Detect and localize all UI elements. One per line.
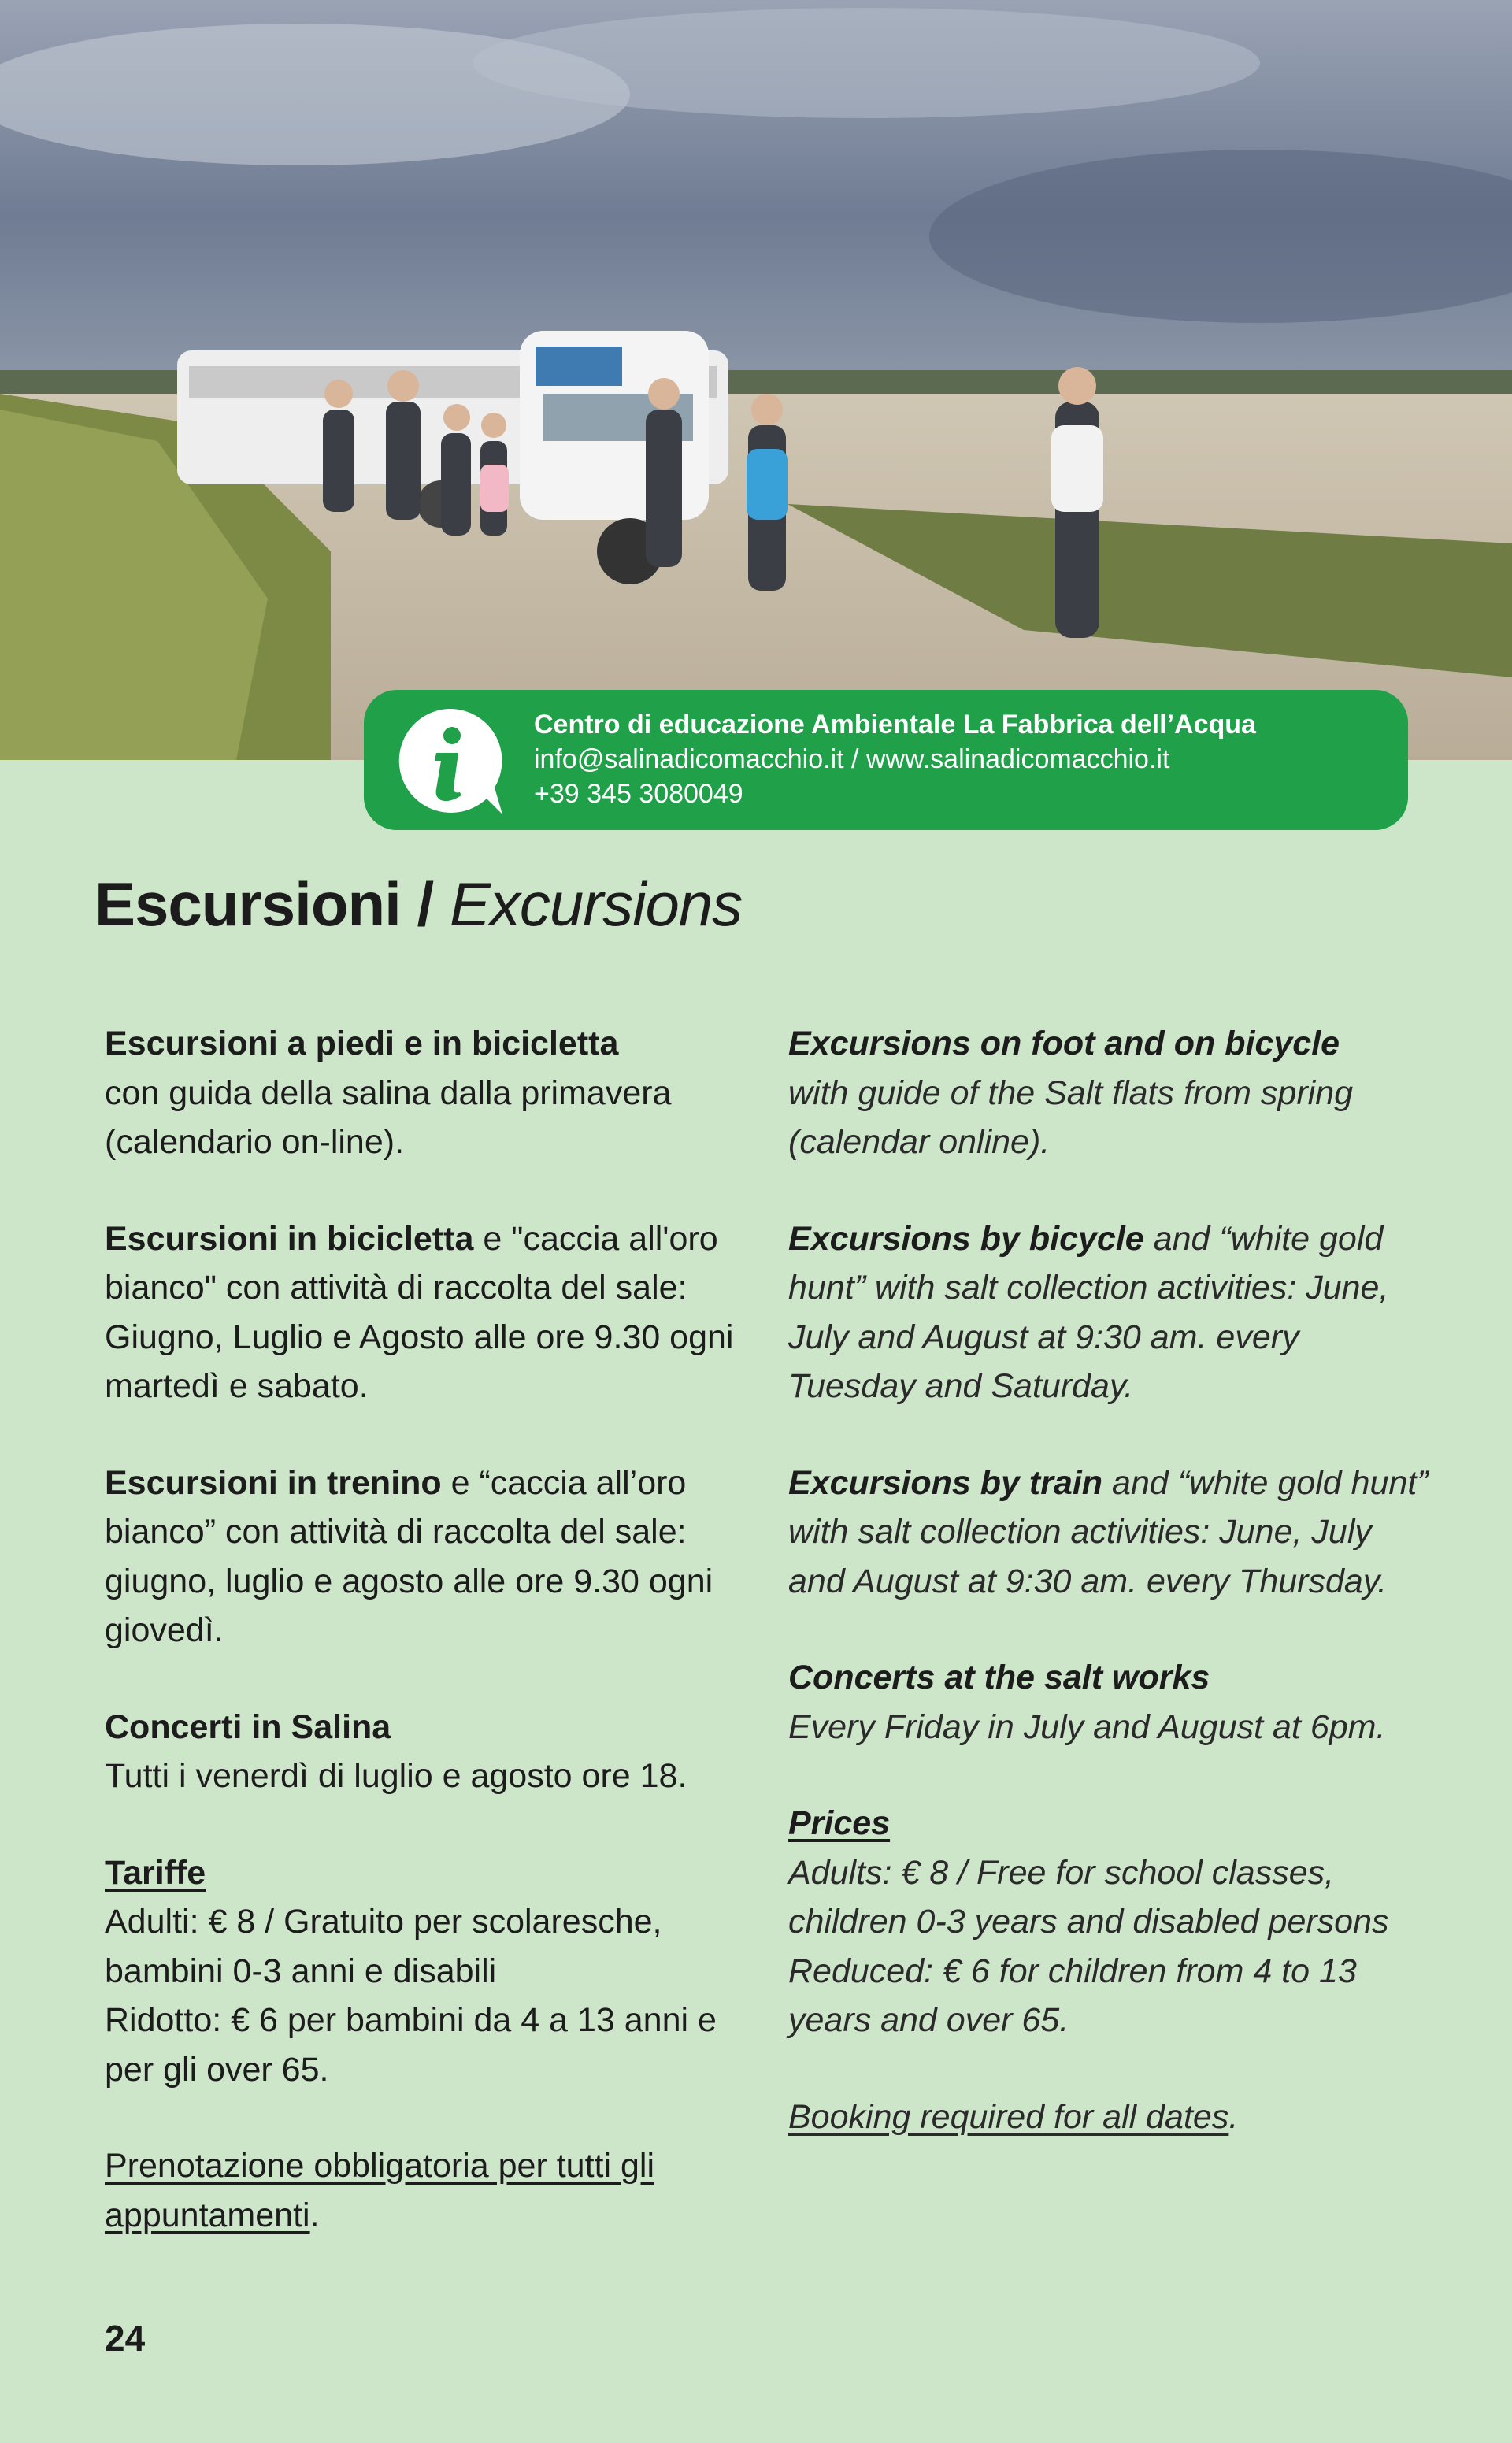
title-italian: Escursioni /	[94, 869, 434, 939]
section-booking-it: Prenotazione obbligatoria per tutti gli appuntamenti.	[105, 2147, 654, 2234]
page-title	[94, 865, 742, 943]
section-train-it: Escursioni in trenino e “caccia all’oro bianco” con attività di raccolta del sale: giugno, luglio e agosto alle ore 9.30 ogni giovedì.	[105, 1463, 713, 1649]
section-concerts-en: Concerts at the salt works Every Friday in July and August at 6pm.	[788, 1659, 1386, 1746]
organization-name: Centro di educazione Ambientale La Fabbrica dell’Acqua	[534, 710, 1256, 740]
contact-phone[interactable]: +39 345 3080049	[534, 779, 743, 809]
title-english: Excursions	[449, 869, 743, 939]
section-prices-it: Tariffe Adulti: € 8 / Gratuito per scolaresche, bambini 0-3 anni e disabili Ridotto: € 6 per bambini da 4 a 13 anni e per gli over 65.	[105, 1853, 717, 2089]
section-concerts-it: Concerti in Salina Tutti i venerdì di luglio e agosto ore 18.	[105, 1707, 687, 1795]
section-bicycle-en: Excursions by bicycle and “white gold hunt” with salt collection activities: June, July and August at 9:30 am. every Tuesday and Saturday.	[788, 1219, 1389, 1405]
section-walking-cycling-it: Escursioni a piedi e in bicicletta con guida della salina dalla primavera (calendario on-line).	[105, 1025, 672, 1161]
header-photo	[0, 0, 1512, 760]
page-number: 24	[105, 2318, 146, 2359]
booking-note-en: Booking required for all dates	[788, 2097, 1229, 2136]
contact-email-website[interactable]: info@salinadicomacchio.it / www.salinadicomacchio.it	[534, 744, 1170, 774]
booking-note-it: Prenotazione obbligatoria per tutti gli appuntamenti	[105, 2147, 654, 2234]
section-prices-en: Prices Adults: € 8 / Free for school classes, children 0-3 years and disabled persons Reduced: € 6 for children from 4 to 13 years and over 65.	[788, 1804, 1389, 2039]
section-walking-cycling-en: Excursions on foot and on bicycle with guide of the Salt flats from spring (calendar online).	[788, 1025, 1354, 1161]
info-text	[534, 707, 1256, 811]
section-train-en: Excursions by train and “white gold hunt” with salt collection activities: June, July and August at 9:30 am. every Thursday.	[788, 1463, 1429, 1600]
english-column	[788, 1019, 1434, 2189]
salt-flats-train-photo	[0, 0, 1512, 760]
info-box	[364, 690, 1408, 830]
info-icon	[394, 706, 504, 816]
section-booking-en: Booking required for all dates.	[788, 2097, 1239, 2136]
section-bicycle-it: Escursioni in bicicletta e "caccia all'oro bianco" con attività di raccolta del sale: Giugno, Luglio e Agosto alle ore 9.30 ogni martedì e sabato.	[105, 1219, 734, 1405]
italian-column	[105, 1019, 750, 2287]
